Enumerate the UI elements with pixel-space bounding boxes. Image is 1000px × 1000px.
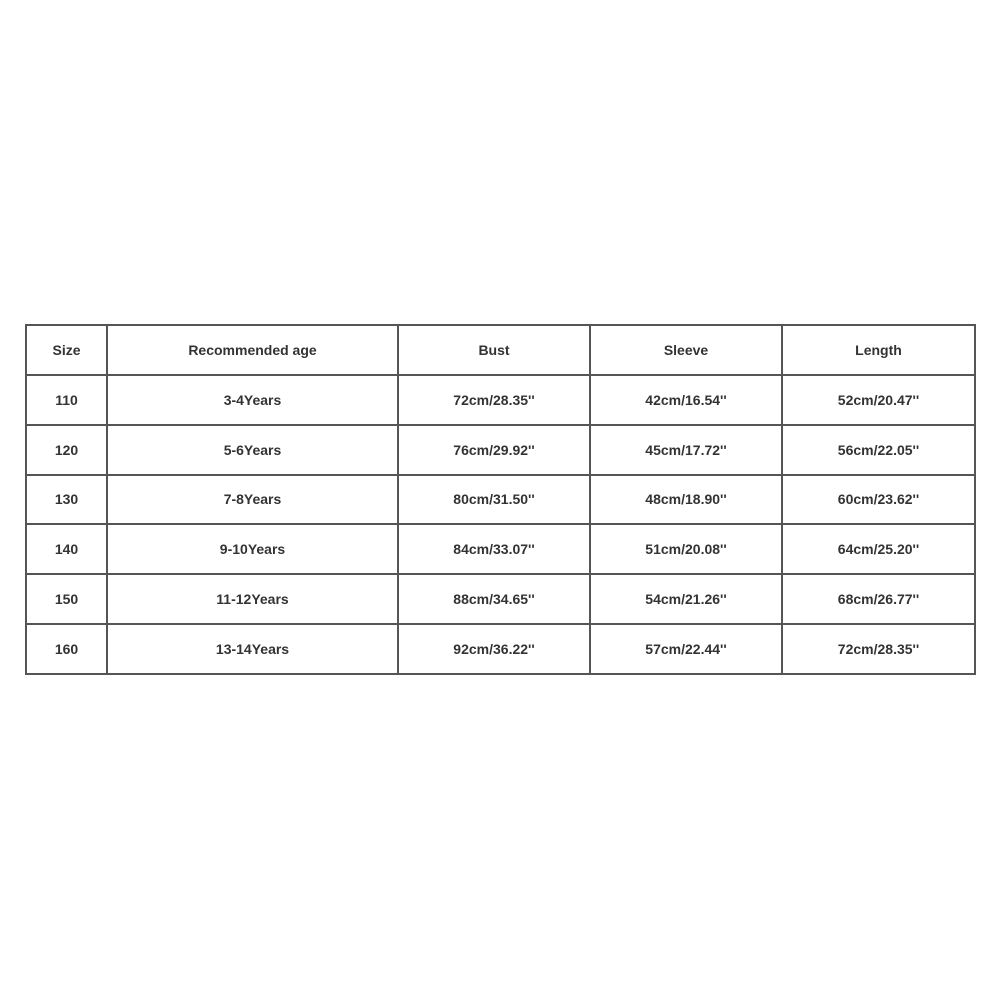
table-row	[26, 624, 975, 674]
cell-length: 72cm/28.35''	[782, 624, 975, 674]
size-chart-table	[25, 324, 976, 675]
cell-sleeve: 45cm/17.72''	[590, 425, 782, 475]
cell-bust: 88cm/34.65''	[398, 574, 590, 624]
cell-sleeve: 42cm/16.54''	[590, 375, 782, 425]
cell-size: 120	[26, 425, 107, 475]
cell-length: 56cm/22.05''	[782, 425, 975, 475]
cell-length: 52cm/20.47''	[782, 375, 975, 425]
cell-length: 64cm/25.20''	[782, 524, 975, 574]
table-row	[26, 475, 975, 525]
cell-length: 60cm/23.62''	[782, 475, 975, 525]
cell-bust: 92cm/36.22''	[398, 624, 590, 674]
table-row	[26, 574, 975, 624]
header-bust: Bust	[398, 325, 590, 375]
cell-sleeve: 48cm/18.90''	[590, 475, 782, 525]
cell-age: 5-6Years	[107, 425, 398, 475]
cell-length: 68cm/26.77''	[782, 574, 975, 624]
cell-size: 150	[26, 574, 107, 624]
cell-size: 140	[26, 524, 107, 574]
cell-age: 7-8Years	[107, 475, 398, 525]
table-row	[26, 425, 975, 475]
header-length: Length	[782, 325, 975, 375]
cell-age: 11-12Years	[107, 574, 398, 624]
header-recommended-age: Recommended age	[107, 325, 398, 375]
cell-size: 130	[26, 475, 107, 525]
table-row	[26, 524, 975, 574]
cell-bust: 84cm/33.07''	[398, 524, 590, 574]
header-size: Size	[26, 325, 107, 375]
cell-bust: 76cm/29.92''	[398, 425, 590, 475]
cell-sleeve: 57cm/22.44''	[590, 624, 782, 674]
table-row	[26, 375, 975, 425]
cell-sleeve: 54cm/21.26''	[590, 574, 782, 624]
cell-bust: 72cm/28.35''	[398, 375, 590, 425]
cell-age: 9-10Years	[107, 524, 398, 574]
cell-size: 110	[26, 375, 107, 425]
cell-sleeve: 51cm/20.08''	[590, 524, 782, 574]
header-sleeve: Sleeve	[590, 325, 782, 375]
cell-bust: 80cm/31.50''	[398, 475, 590, 525]
cell-size: 160	[26, 624, 107, 674]
cell-age: 3-4Years	[107, 375, 398, 425]
table-header-row	[26, 325, 975, 375]
cell-age: 13-14Years	[107, 624, 398, 674]
